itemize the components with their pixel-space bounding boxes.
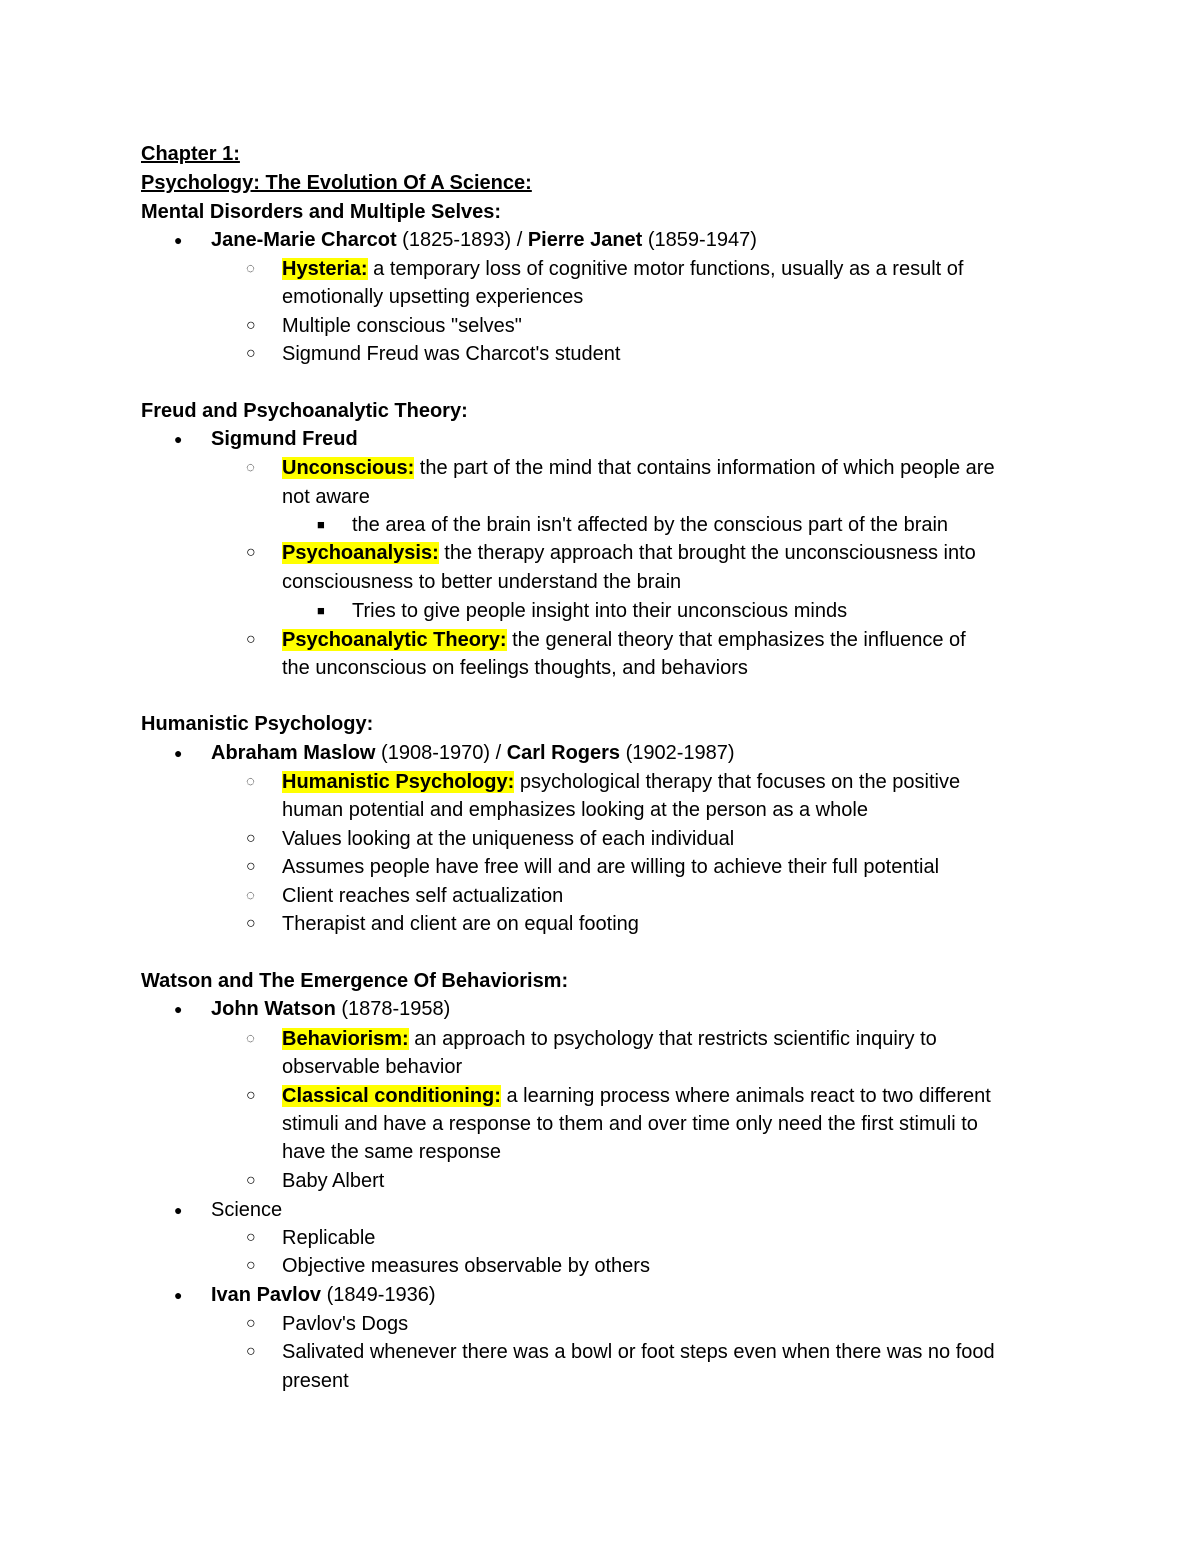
disc-bullet-icon: ● — [174, 232, 183, 248]
list-item: Sigmund Freud was Charcot's student — [282, 343, 621, 365]
list-item: Pavlov's Dogs — [282, 1313, 409, 1335]
list-item-continuation: stimuli and have a response to them and over time only need the first stimuli to — [282, 1113, 978, 1135]
section-heading-humanistic: Humanistic Psychology: — [141, 713, 374, 735]
list-item: Unconscious: the part of the mind that contains information of which people are — [282, 457, 995, 479]
list-item-continuation: present — [282, 1370, 349, 1392]
chapter-subtitle: Psychology: The Evolution Of A Science: — [141, 172, 532, 194]
list-item: Assumes people have free will and are willing to achieve their full potential — [282, 856, 940, 878]
list-item: Salivated whenever there was a bowl or foot steps even when there was no food — [282, 1341, 995, 1363]
list-item: Baby Albert — [282, 1170, 385, 1192]
list-item-continuation: observable behavior — [282, 1056, 463, 1078]
dotted-circle-bullet-icon: ◌ — [246, 773, 254, 790]
circle-bullet-icon: ○ — [246, 1315, 256, 1332]
list-item: Classical conditioning: a learning process where animals react to two different — [282, 1085, 991, 1107]
list-item: Ivan Pavlov (1849-1936) — [211, 1284, 436, 1306]
list-item: Values looking at the uniqueness of each individual — [282, 828, 735, 850]
circle-bullet-icon: ○ — [246, 1229, 256, 1246]
list-item: Behaviorism: an approach to psychology that restricts scientific inquiry to — [282, 1028, 937, 1050]
list-item: Multiple conscious "selves" — [282, 315, 522, 337]
list-item: Therapist and client are on equal footing — [282, 913, 639, 935]
circle-bullet-icon: ○ — [246, 1343, 256, 1360]
list-item: Sigmund Freud — [211, 428, 358, 450]
list-item-continuation: emotionally upsetting experiences — [282, 286, 584, 308]
list-item: Science — [211, 1199, 283, 1221]
circle-bullet-icon: ○ — [246, 1172, 256, 1189]
circle-bullet-icon: ○ — [246, 830, 256, 847]
circle-bullet-icon: ○ — [246, 345, 256, 362]
list-item: the area of the brain isn't affected by the conscious part of the brain — [352, 514, 949, 536]
list-item: Psychoanalysis: the therapy approach that brought the unconsciousness into — [282, 542, 976, 564]
list-item: Tries to give people insight into their unconscious minds — [352, 600, 848, 622]
disc-bullet-icon: ● — [174, 1001, 183, 1017]
list-item: Jane-Marie Charcot (1825-1893) / Pierre Janet (1859-1947) — [211, 229, 757, 251]
circle-bullet-icon: ○ — [246, 1087, 256, 1104]
list-item: Psychoanalytic Theory: the general theory that emphasizes the influence of — [282, 629, 966, 651]
list-item: Abraham Maslow (1908-1970) / Carl Rogers (1902-1987) — [211, 742, 735, 764]
dotted-circle-bullet-icon: ◌ — [246, 260, 254, 277]
section-heading-behaviorism: Watson and The Emergence Of Behaviorism: — [141, 970, 569, 992]
list-item: Humanistic Psychology: psychological therapy that focuses on the positive — [282, 771, 961, 793]
circle-bullet-icon: ○ — [246, 1257, 256, 1274]
dotted-circle-bullet-icon: ◌ — [246, 459, 254, 476]
list-item-continuation: the unconscious on feelings thoughts, and behaviors — [282, 657, 748, 679]
list-item: Replicable — [282, 1227, 376, 1249]
circle-bullet-icon: ○ — [246, 317, 256, 334]
circle-bullet-icon: ○ — [246, 544, 256, 561]
dotted-circle-bullet-icon: ◌ — [246, 887, 254, 904]
list-item-continuation: human potential and emphasizes looking at the person as a whole — [282, 799, 868, 821]
chapter-title: Chapter 1: — [141, 143, 240, 165]
list-item: John Watson (1878-1958) — [211, 998, 451, 1020]
list-item: Objective measures observable by others — [282, 1255, 650, 1277]
square-bullet-icon: ■ — [317, 517, 325, 532]
list-item-continuation: have the same response — [282, 1141, 502, 1163]
section-heading-freud: Freud and Psychoanalytic Theory: — [141, 400, 468, 422]
disc-bullet-icon: ● — [174, 1202, 183, 1218]
circle-bullet-icon: ○ — [246, 631, 256, 648]
dotted-circle-bullet-icon: ◌ — [246, 1030, 254, 1047]
list-item: Client reaches self actualization — [282, 885, 564, 907]
square-bullet-icon: ■ — [317, 603, 325, 618]
disc-bullet-icon: ● — [174, 745, 183, 761]
list-item-continuation: not aware — [282, 486, 370, 508]
circle-bullet-icon: ○ — [246, 915, 256, 932]
section-heading-mental-disorders: Mental Disorders and Multiple Selves: — [141, 201, 502, 223]
disc-bullet-icon: ● — [174, 1287, 183, 1303]
disc-bullet-icon: ● — [174, 431, 183, 447]
circle-bullet-icon: ○ — [246, 858, 256, 875]
list-item: Hysteria: a temporary loss of cognitive motor functions, usually as a result of — [282, 258, 964, 280]
list-item-continuation: consciousness to better understand the brain — [282, 571, 682, 593]
